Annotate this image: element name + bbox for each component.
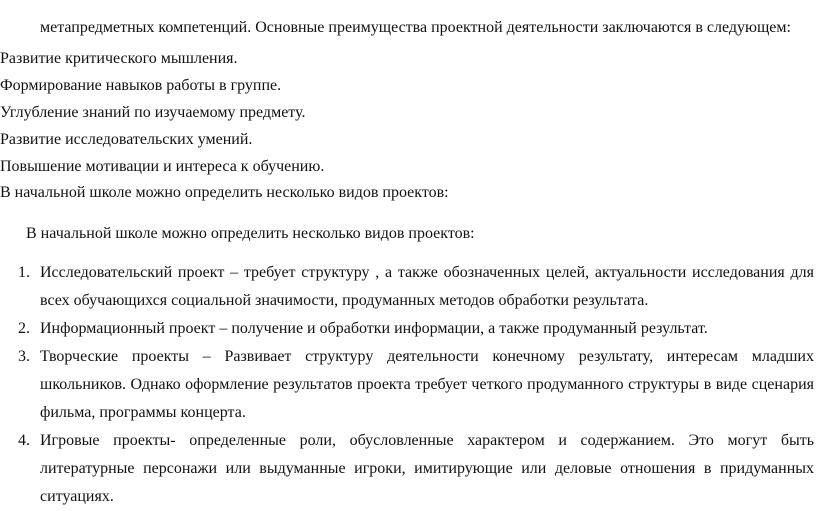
types-intro-repeat: В начальной школе можно определить несколько видов проектов: [26, 225, 475, 242]
advantage-item: Развитие исследовательских умений. [0, 131, 253, 148]
list-number: 3. [18, 348, 30, 365]
types-intro: В начальной школе можно определить несколько видов проектов: [0, 184, 449, 201]
intro-line: метапредметных компетенций. Основные преимущества проектной деятельности заключаются в следующем: [40, 19, 791, 36]
list-number: 1. [18, 264, 30, 281]
list-number: 2. [18, 320, 30, 337]
list-text: Игровые проекты- определенные роли, обусловленные характером и содержанием. Это могут быть литературные персонажи или выдуманные игроки, имитирующие или деловые отношения в придуманных ситуациях. [40, 432, 814, 505]
advantage-item: Углубление знаний по изучаемому предмету. [0, 104, 306, 121]
list-number: 4. [18, 432, 30, 449]
list-item [18, 315, 814, 343]
list-text: Исследовательский проект – требует структуру , а также обозначенных целей, актуальности исследования для всех обучающихся социальной значимости, продуманных методов обработки результата. [40, 264, 814, 309]
list-item [18, 259, 814, 315]
project-types-list [18, 259, 814, 511]
advantage-item: Повышение мотивации и интереса к обучению. [0, 158, 325, 175]
advantage-item: Развитие критического мышления. [0, 50, 238, 67]
list-text: Творческие проекты – Развивает структуру деятельности конечному результату, интересам младших школьников. Однако оформление результатов проекта требует четкого продуманного структуры в виде сценария фильма, программы концерта. [40, 348, 814, 421]
list-item [18, 343, 814, 427]
list-item [18, 427, 814, 511]
advantage-item: Формирование навыков работы в группе. [0, 77, 282, 94]
list-text: Информационный проект – получение и обработки информации, а также продуманный результат. [40, 320, 708, 337]
